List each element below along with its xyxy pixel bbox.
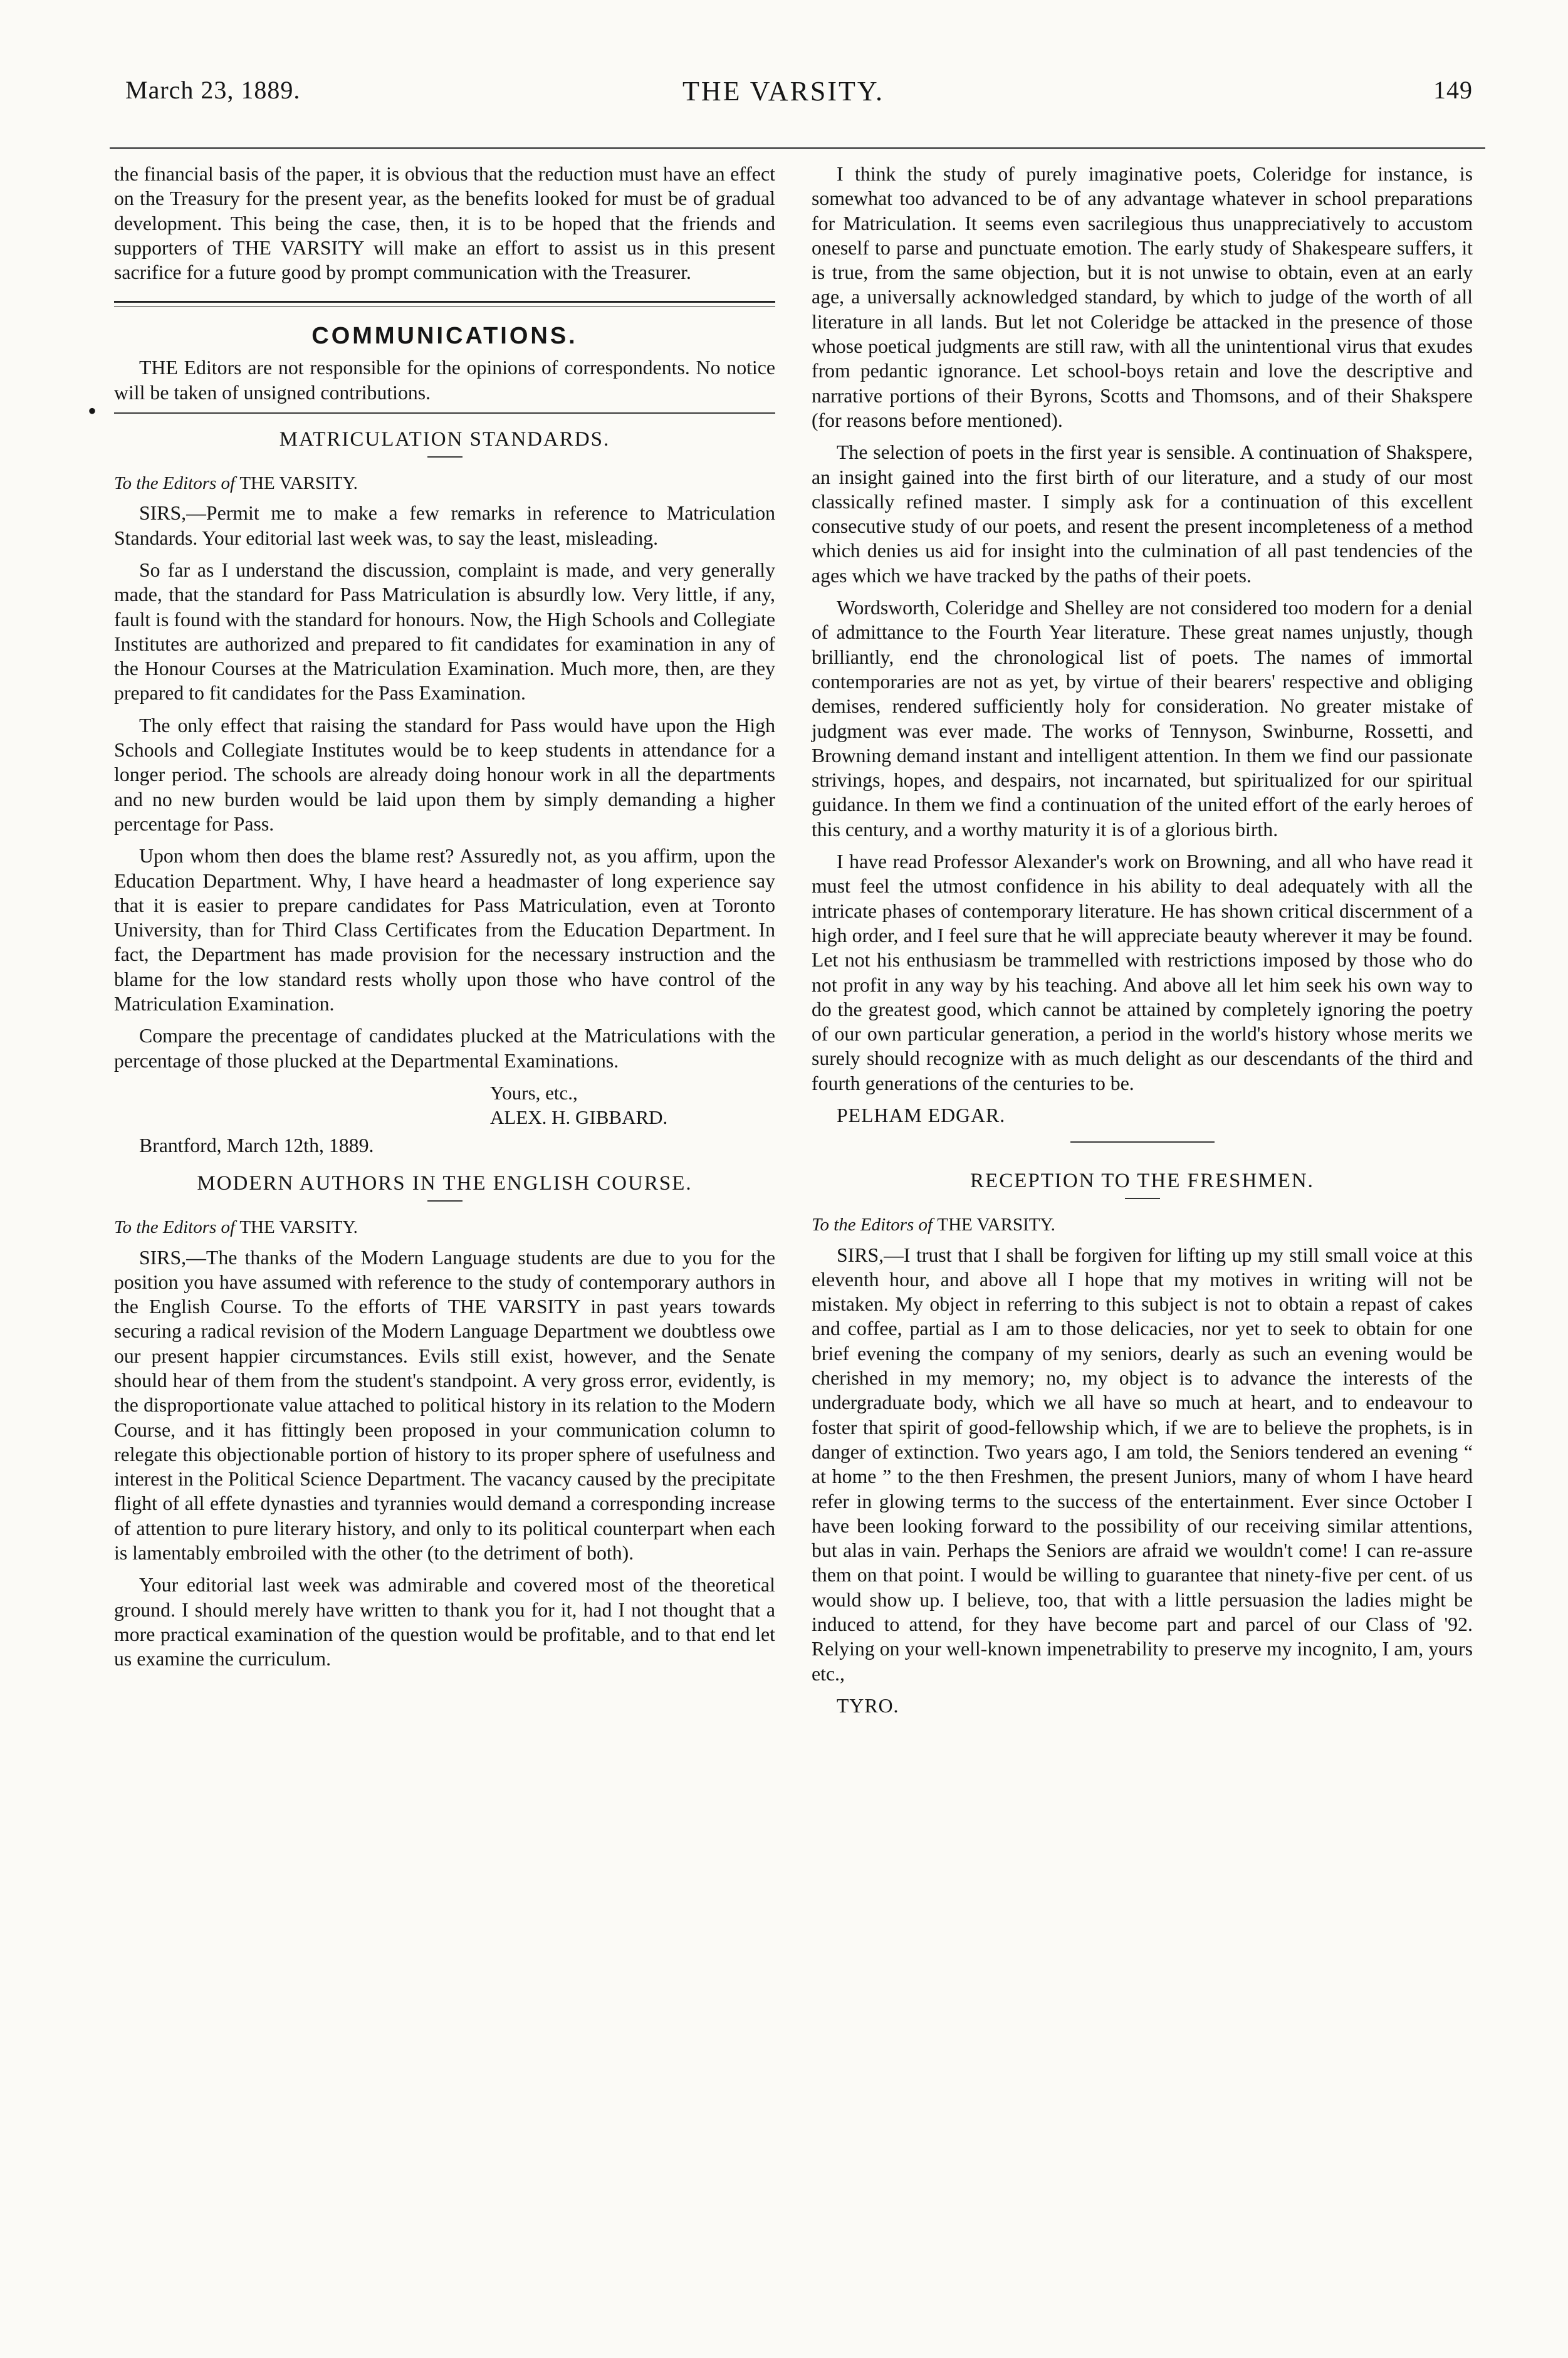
modern-authors-paragraph-1: SIRS,—The thanks of the Modern Language students are due to you for the position you have assumed with reference to the study of contemporary authors in the English Course. To the efforts of THE VARSITY in past years towards securing a radical revision of the Modern Language Department we doubtless owe our present happier circumstances. Evils still exist, however, and the Senate should hear of them from the student's standpoint. A very gross error, evidently, is the disproportionate value attached to political history in its relation to the Modern Course, and it has fittingly been proposed in your communication column to relegate this objectionable portion of history to its proper sphere of usefulness and interest in the Political Science Department. The vacancy caused by the precipitate flight of all effete dynasties and tyrannies would demand a corresponding increase of attention to pure literary history, and only to its political counterpart when each is lamentably embroiled with the other (to the detriment of both).	[114, 1246, 775, 1564]
modern-authors-continued-3: Wordsworth, Coleridge and Shelley are not considered too modern for a denial of admittance to the Fourth Year literature. These great names unjustly, though brilliantly, end the chronological list of poets. The names of immortal contemporaries are not as yet, by virtue of their bearers' respective and obliging demises, rendered sufficiently holy for consideration. No greater mistake of judgment was ever made. The works of Tennyson, Swinburne, Rossetti, and Browning demand instant and intelligent attention. In them we find our passionate strivings, hopes, and despairs, not incarnated, but spiritualized for our spiritual guidance. In them we find a continuation of the united effort of the early heroes of this century, and a worthy maturity it is of a glorious birth.	[812, 597, 1473, 841]
modern-authors-continued-1: I think the study of purely imaginative poets, Coleridge for instance, is somewhat too advanced to be of any advantage whatever in school preparations for Matriculation. It seems even sacrilegious thus unappreciatively to accustom oneself to parse and punctuate emotion. The early study of Shakespeare suffers, it is true, from the same objection, but it is not unwise to obtain, even at an early age, a universally acknowledged standard, by which to judge of the worth of all literature in all lands. But let not Coleridge be attacked in the presence of those whose poetical judgments are still raw, with all the unintentional virus that exudes from pedantic ignorance. Let school-boys retain and love the descriptive and narrative portions of their Byrons, Scotts and Thomsons, and of their Shakspere (for reasons before mentioned).	[812, 163, 1473, 431]
matriculation-paragraph-4: Upon whom then does the blame rest? Assuredly not, as you affirm, upon the Education Department. Why, I have heard a headmaster of long experience say that it is easier to prepare candidates for Pass Matriculation, even at Toronto University, than for Third Class Certificates from the Education Department. In fact, the Department has made provision for the necessary instruction and the blame for the low standard rests wholly upon those who have control of the Matriculation Examination.	[114, 845, 775, 1015]
section-double-rule	[114, 301, 775, 307]
intro-paragraph: the financial basis of the paper, it is obvious that the reduction must have an effect on the Treasury for the present year, as the benefits looked for must be of gradual development. This being the case, then, it is to be hoped that the friends and supporters of THE VARSITY will make an effort to assist us in this present sacrifice for a future good by prompt communication with the Treasurer.	[114, 163, 775, 284]
heading-rule	[427, 456, 463, 458]
right-column	[812, 162, 1473, 1726]
reception-heading: RECEPTION TO THE FRESHMEN.	[970, 1170, 1314, 1193]
matriculation-salutation: To the Editors of THE VARSITY.	[114, 473, 358, 494]
matriculation-paragraph-1: SIRS,—Permit me to make a few remarks in reference to Matriculation Standards. Your editorial last week was, to say the least, misleading.	[114, 502, 775, 549]
reception-salutation: To the Editors of THE VARSITY.	[812, 1215, 1055, 1235]
matriculation-paragraph-3: The only effect that raising the standard for Pass would have upon the High Schools and Collegiate Institutes would be to keep students in attendance for a longer period. The schools are already doing honour work in all the departments and no new burden would be laid upon them by simply demanding a higher percentage for Pass.	[114, 714, 775, 835]
modern-authors-continued-2: The selection of poets in the first year is sensible. A continuation of Shakspere, an insight gained into the first birth of our literature, and a study of our most classically refined master. I simply ask for a continuation of this excellent consecutive study of our poets, and resent the present incompleteness of a method which denies us aid for insight into the culmination of all past tendencies of the ages which we have tracked by the paths of their poets.	[812, 441, 1473, 587]
masthead-rule	[110, 147, 1485, 149]
margin-dot: •	[88, 397, 97, 425]
modern-authors-paragraph-2: Your editorial last week was admirable and covered most of the theoretical ground. I should merely have written to thank you for it, had I not thought that a more practical examination of the question would be profitable, and to that end let us examine the curriculum.	[114, 1574, 775, 1670]
place-date: Brantford, March 12th, 1889.	[139, 1134, 374, 1156]
matriculation-heading: MATRICULATION STANDARDS.	[279, 428, 610, 451]
signature: ALEX. H. GIBBARD.	[490, 1106, 668, 1128]
issue-date: March 23, 1889.	[125, 76, 301, 104]
matriculation-paragraph-5: Compare the precentage of candidates plucked at the Matriculations with the percentage of those plucked at the Departmental Examinations.	[114, 1025, 775, 1072]
modern-authors-continued-4: I have read Professor Alexander's work on Browning, and all who have read it must feel the utmost confidence in his ability to deal adequately with all the intricate phases of contemporary literature. He has shown critical discernment of a high order, and I feel sure that he will appreciate beauty wherever it may be found. Let not his enthusiasm be trammelled with restrictions imposed by those who do not profit in any way by his teaching. And above all let him seek his own way to do the greatest good, which cannot be attained by completely ignoring the poetry of our own particular generation, a period in the world's history whose merits we surely should recognize with as much delight as our descendants of the third and fourth generations of the centuries to be.	[812, 851, 1473, 1094]
closing-line: Yours, etc.,	[490, 1081, 578, 1104]
matriculation-signoff	[114, 1081, 775, 1129]
heading-rule	[427, 1200, 463, 1202]
modern-authors-heading: MODERN AUTHORS IN THE ENGLISH COURSE.	[197, 1172, 693, 1195]
notice-rule	[114, 412, 775, 414]
communications-heading: COMMUNICATIONS.	[311, 323, 578, 350]
modern-authors-salutation: To the Editors of THE VARSITY.	[114, 1217, 358, 1238]
reception-signature: TYRO.	[837, 1694, 899, 1717]
page-number: 149	[1433, 76, 1473, 104]
left-column	[114, 162, 775, 1679]
communications-notice: THE Editors are not responsible for the opinions of correspondents. No notice will be taken of unsigned contributions.	[114, 357, 775, 404]
section-rule	[1070, 1141, 1215, 1143]
masthead-title: THE VARSITY.	[682, 76, 885, 107]
modern-authors-signature: PELHAM EDGAR.	[837, 1104, 1006, 1126]
reception-paragraph: SIRS,—I trust that I shall be forgiven for lifting up my still small voice at this eleventh hour, and above all I hope that my motives in writing will not be mistaken. My object in referring to this subject is not to obtain a repast of cakes and coffee, partial as I am to those delicacies, nor yet to seek to obtain for one brief evening the company of my seniors, dearly as such an evening would be cherished in my memory; no, my object is to advance the interests of the undergraduate body, which we all have so much at heart, and to endeavour to foster that spirit of good-fellowship which, if we are to believe the prophets, is in danger of extinction. Two years ago, I am told, the Seniors tendered an evening “ at home ” to the then Freshmen, the present Juniors, many of whom I have heard refer in glowing terms to the success of the entertainment. Ever since October I have been looking forward to the possibility of our receiving similar attentions, but alas in vain. Perhaps the Seniors are afraid we wouldn't come! I can re-assure them on that point. I would be willing to guarantee that ninety-five per cent. of us would show up. I believe, too, that with a little persuasion the ladies might be induced to attend, for they have become part and parcel of our Class of '92. Relying on your well-known impenetrability to preserve my incognito, I am, yours etc.,	[812, 1244, 1473, 1685]
matriculation-paragraph-2: So far as I understand the discussion, complaint is made, and very generally made, that the standard for Pass Matriculation is absurdly low. Very little, if any, fault is found with the standard for honours. Now, the High Schools and Collegiate Institutes are authorized and prepared to fit candidates for examination in any of the Honour Courses at the Matriculation Examination. Much more, then, are they prepared to fit candidates for the Pass Examination.	[114, 558, 776, 705]
heading-rule	[1125, 1198, 1160, 1199]
